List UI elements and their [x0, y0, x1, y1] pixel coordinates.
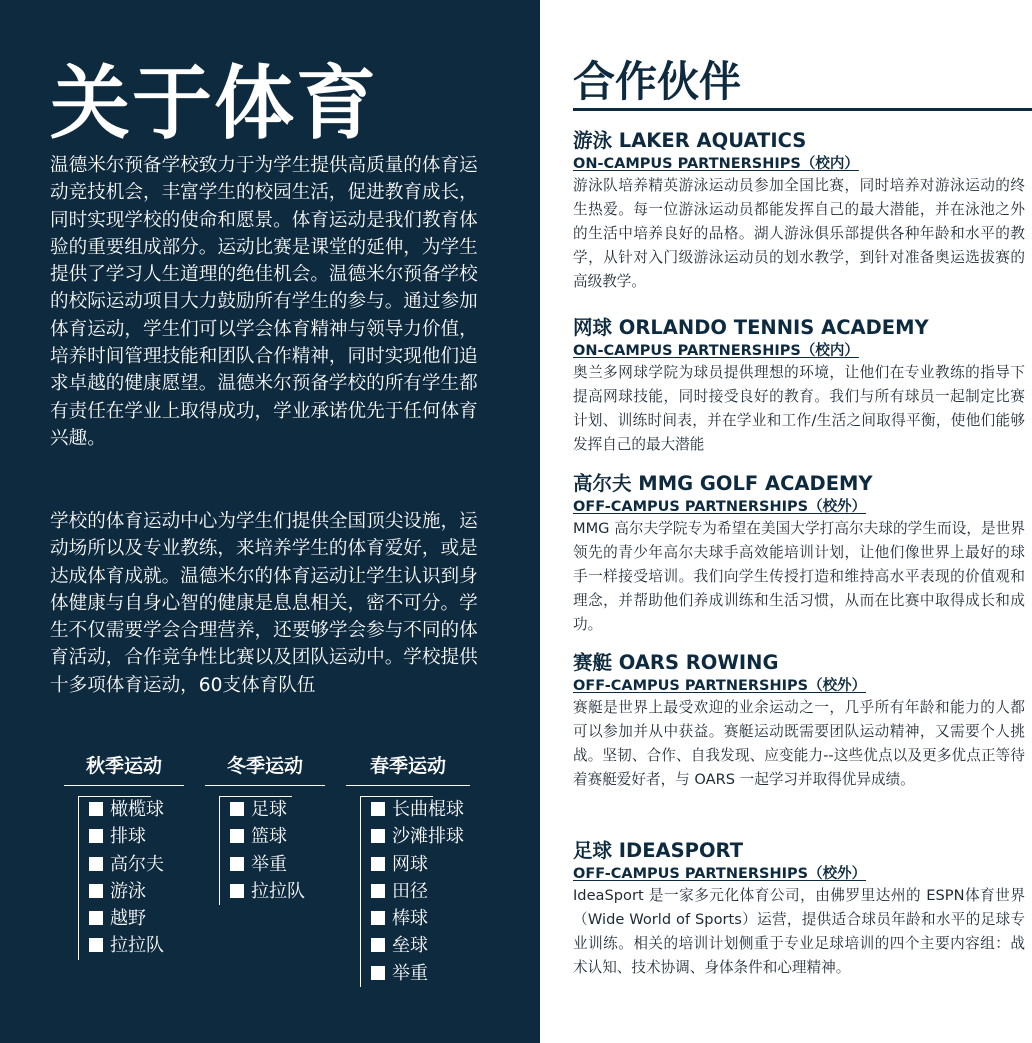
- list-item: 游泳: [89, 878, 184, 905]
- partner-description: 赛艇是世界上最受欢迎的业余运动之一，几乎所有年龄和能力的人都可以参加并从中获益。赛艇运动既需要团队运动精神，又需要个人挑战。坚韧、合作、自我发现、应变能力--这些优点以及更多优点正等待着赛艇爱好者，与 OARS 一起学习并取得优异成绩。: [573, 699, 1025, 788]
- partner-ideasport: [573, 838, 1025, 980]
- list-item: 篮球: [230, 823, 325, 850]
- square-bullet-icon: [89, 829, 103, 843]
- sport-list: [78, 796, 184, 960]
- partner-description: 奥兰多网球学院为球员提供理想的环境，让他们在专业教练的指导下提高网球技能，同时接受良好的教育。我们与所有球员一起制定比赛计划、训练时间表，并在学业和工作/生活之间取得平衡，使他们能够发挥自己的最大潜能: [573, 364, 1025, 453]
- square-bullet-icon: [371, 857, 385, 871]
- list-item: 拉拉队: [89, 932, 184, 959]
- partner-type: ON-CAMPUS PARTNERSHIPS（校内）: [573, 343, 859, 359]
- square-bullet-icon: [371, 938, 385, 952]
- partner-orlando-tennis: [573, 315, 1025, 457]
- partner-name: 足球 IDEASPORT: [573, 839, 743, 862]
- square-bullet-icon: [89, 938, 103, 952]
- sport-list: [360, 796, 470, 987]
- square-bullet-icon: [89, 884, 103, 898]
- list-item: 越野: [89, 905, 184, 932]
- season-column-spring: [346, 752, 470, 987]
- list-item: 排球: [89, 823, 184, 850]
- square-bullet-icon: [230, 884, 244, 898]
- partner-type: OFF-CAMPUS PARTNERSHIPS（校外）: [573, 499, 867, 515]
- season-heading: 春季运动: [346, 752, 470, 786]
- partner-mmg-golf: [573, 471, 1025, 637]
- list-item: 田径: [371, 878, 470, 905]
- list-item: 举重: [230, 851, 325, 878]
- list-item: 高尔夫: [89, 851, 184, 878]
- list-item: 举重: [371, 960, 470, 987]
- partner-name: 高尔夫 MMG GOLF ACADEMY: [573, 472, 873, 495]
- season-heading: 冬季运动: [205, 752, 325, 786]
- list-item: 足球: [230, 796, 325, 823]
- square-bullet-icon: [371, 966, 385, 980]
- list-item: 拉拉队: [230, 878, 325, 905]
- partner-type: OFF-CAMPUS PARTNERSHIPS（校外）: [573, 866, 867, 882]
- list-item: 橄榄球: [89, 796, 184, 823]
- partner-type: OFF-CAMPUS PARTNERSHIPS（校外）: [573, 678, 867, 694]
- facilities-paragraph: 学校的体育运动中心为学生们提供全国顶尖设施，运动场所以及专业教练，来培养学生的体育爱好，或是达成体育成就。温德米尔的体育运动让学生认识到身体健康与自身心智的健康是息息相关，密不可分。学生不仅需要学会合理营养，还要够学会参与不同的体育活动，合作竞争性比赛以及团队运动中。学校提供十多项体育运动，60支体育队伍: [50, 511, 478, 696]
- list-item: 棒球: [371, 905, 470, 932]
- square-bullet-icon: [371, 884, 385, 898]
- page-title: 关于体育: [50, 57, 378, 150]
- season-heading: 秋季运动: [64, 752, 184, 786]
- square-bullet-icon: [230, 829, 244, 843]
- partner-oars-rowing: [573, 650, 1025, 792]
- partners-title: 合作伙伴: [573, 57, 742, 106]
- partner-laker-aquatics: [573, 128, 1025, 294]
- square-bullet-icon: [371, 911, 385, 925]
- square-bullet-icon: [89, 911, 103, 925]
- partner-type: ON-CAMPUS PARTNERSHIPS（校内）: [573, 156, 859, 172]
- season-column-fall: [64, 752, 184, 960]
- square-bullet-icon: [230, 802, 244, 816]
- square-bullet-icon: [89, 802, 103, 816]
- square-bullet-icon: [371, 829, 385, 843]
- square-bullet-icon: [371, 802, 385, 816]
- partner-name: 游泳 LAKER AQUATICS: [573, 129, 807, 152]
- square-bullet-icon: [230, 857, 244, 871]
- partner-name: 赛艇 OARS ROWING: [573, 651, 779, 674]
- partner-name: 网球 ORLANDO TENNIS ACADEMY: [573, 316, 929, 339]
- list-item: 长曲棍球: [371, 796, 470, 823]
- season-column-winter: [205, 752, 325, 905]
- list-item: 垒球: [371, 932, 470, 959]
- sport-list: [219, 796, 325, 905]
- partner-description: IdeaSport 是一家多元化体育公司，由佛罗里达州的 ESPN体育世界（Wide World of Sports）运营，提供适合球员年龄和水平的足球专业训练。相关的培训计划侧重于专业足球培训的四个主要内容组：战术认知、技术协调、身体条件和心理精神。: [573, 887, 1025, 976]
- intro-paragraph: 温德米尔预备学校致力于为学生提供高质量的体育运动竞技机会，丰富学生的校园生活，促进教育成长，同时实现学校的使命和愿景。体育运动是我们教育体验的重要组成部分。运动比赛是课堂的延伸，为学生提供了学习人生道理的绝佳机会。温德米尔预备学校的校际运动项目大力鼓励所有学生的参与。通过参加体育运动，学生们可以学会体育精神与领导力价值，培养时间管理技能和团队合作精神，同时实现他们追求卓越的健康愿望。温德米尔预备学校的所有学生都有责任在学业上取得成功，学业承诺优先于任何体育兴趣。: [50, 155, 478, 449]
- list-item: 网球: [371, 851, 470, 878]
- square-bullet-icon: [89, 857, 103, 871]
- partner-description: 游泳队培养精英游泳运动员参加全国比赛，同时培养对游泳运动的终生热爱。每一位游泳运动员都能发挥自己的最大潜能，并在泳池之外的生活中培养良好的品格。湖人游泳俱乐部提供各种年龄和水平的教学，从针对入门级游泳运动员的划水教学，到针对准备奥运选拔赛的高级教学。: [573, 177, 1025, 290]
- title-divider: [573, 108, 1032, 111]
- partner-description: MMG 高尔夫学院专为希望在美国大学打高尔夫球的学生而设，是世界领先的青少年高尔夫球手高效能培训计划，让他们像世界上最好的球手一样接受培训。我们向学生传授打造和维持高水平表现的价值观和理念，并帮助他们养成训练和生活习惯，从而在比赛中取得成长和成功。: [573, 520, 1025, 633]
- list-item: 沙滩排球: [371, 823, 470, 850]
